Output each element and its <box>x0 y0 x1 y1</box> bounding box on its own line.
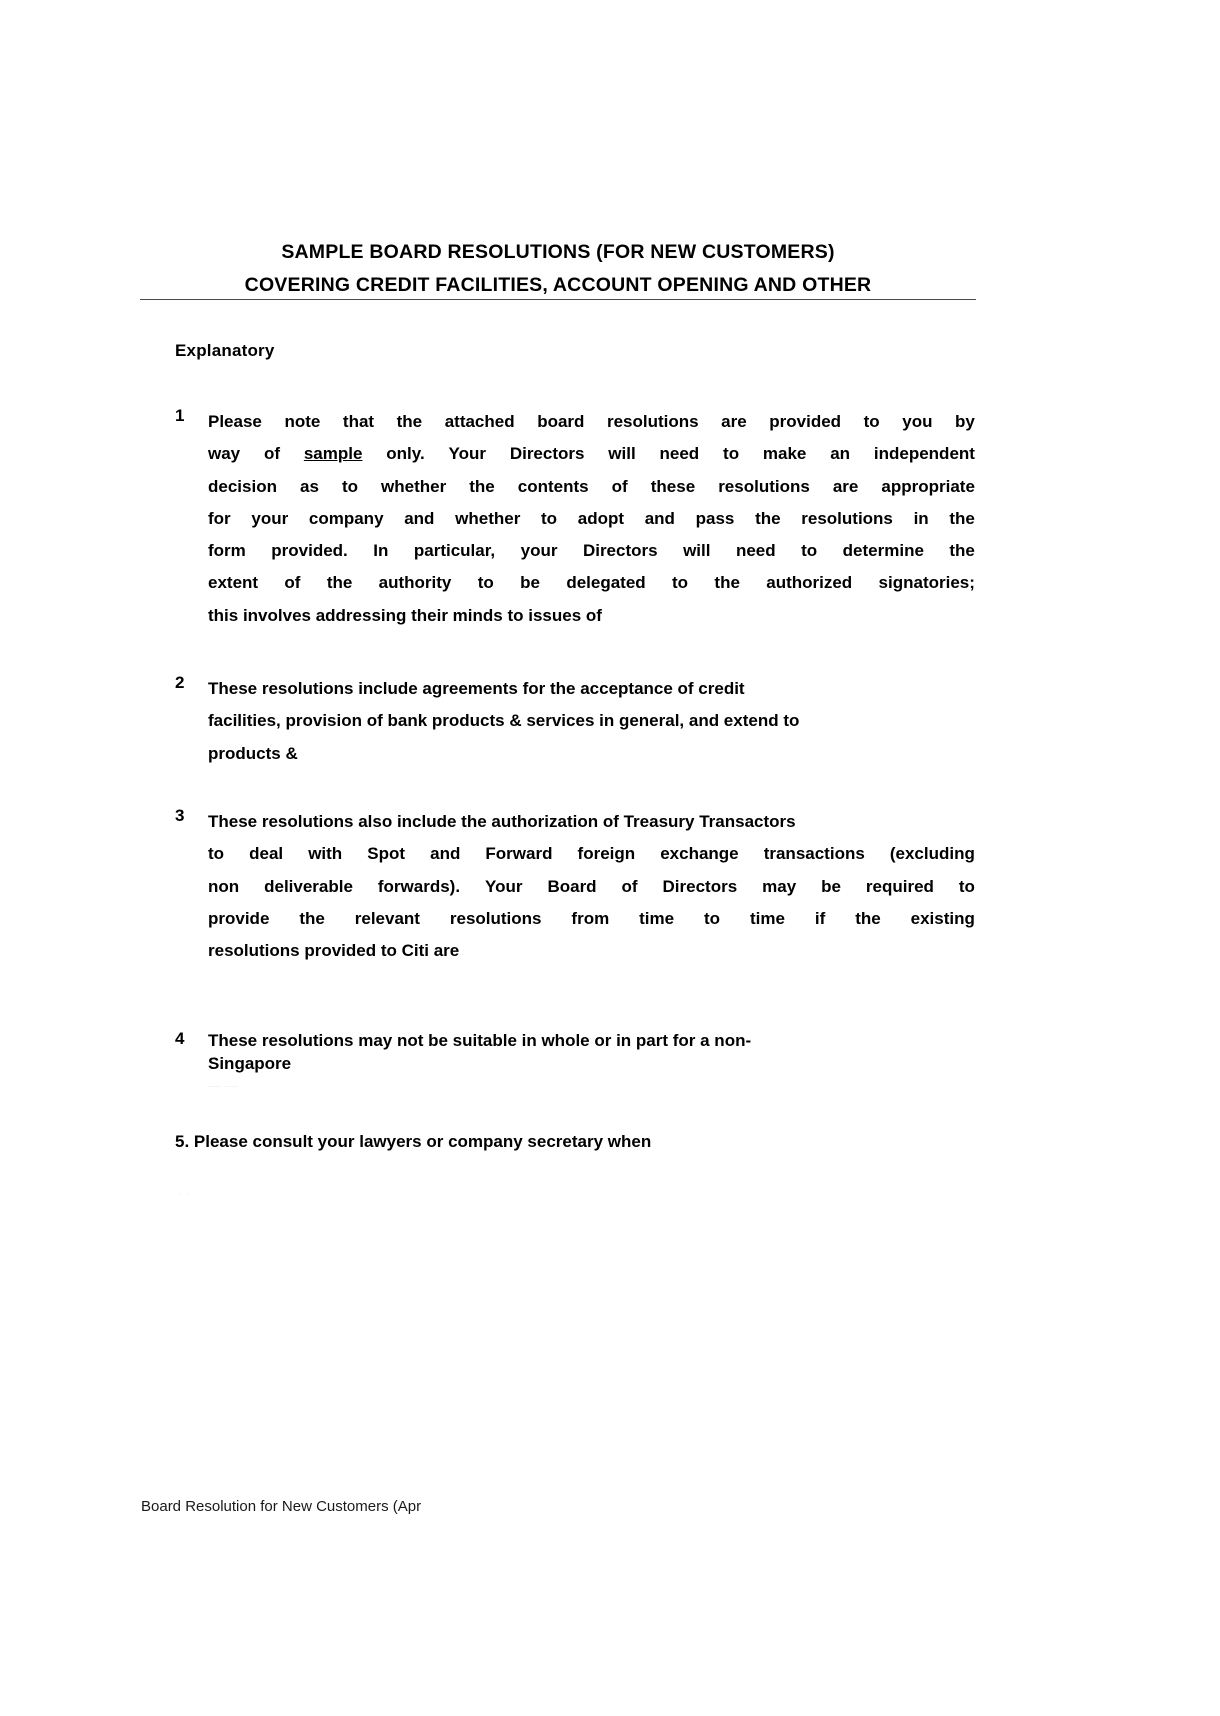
item-number: 2 <box>175 673 185 692</box>
item-line-last: this involves addressing their minds to issues of <box>208 605 602 625</box>
item-line: extent of the authority to be delegated to the authorized signatories; <box>208 573 975 593</box>
numbered-item-2 <box>175 673 975 770</box>
item-number: 1 <box>175 406 185 425</box>
item-line: These resolutions include agreements for the acceptance of credit <box>208 679 745 698</box>
title-divider-rule <box>140 299 976 300</box>
item-line: provide the relevant resolutions from time to time if the existing <box>208 908 975 928</box>
item-line: decision as to whether the contents of these resolutions are appropriate <box>208 476 975 496</box>
item-line: to deal with Spot and Forward foreign exchange transactions (excluding <box>208 844 975 864</box>
item-line: These resolutions may not be suitable in whole or in part for a non- <box>208 1031 752 1050</box>
item-line: for your company and whether to adopt and pass the resolutions in the <box>208 508 975 528</box>
numbered-item-3 <box>175 806 975 967</box>
item-line: way of sample only. Your Directors will need to make an independent <box>208 438 975 470</box>
item-number: 3 <box>175 806 185 825</box>
item-line-last: resolutions provided to Citi are <box>208 941 460 961</box>
document-title-block <box>140 236 976 302</box>
item-body <box>208 673 975 770</box>
numbered-item-5: 5. Please consult your lawyers or company secretary when <box>175 1132 652 1151</box>
scan-artifact-mark: · · <box>178 1186 191 1201</box>
title-line-1: SAMPLE BOARD RESOLUTIONS (FOR NEW CUSTOMERS) <box>281 241 835 263</box>
item-line: facilities, provision of bank products & services in general, and extend to <box>208 711 800 731</box>
item-line: Please note that the attached board resolutions are provided to you by <box>208 412 975 431</box>
page-footer: Board Resolution for New Customers (Apr <box>141 1498 422 1515</box>
section-heading-explanatory: Explanatory <box>175 341 275 360</box>
item-body <box>208 406 975 632</box>
item-number: 4 <box>175 1029 185 1048</box>
item-line-last: Singapore <box>208 1054 292 1073</box>
scan-artifact-mark: — — <box>208 1078 238 1093</box>
title-line-2: COVERING CREDIT FACILITIES, ACCOUNT OPENING AND OTHER <box>244 274 872 296</box>
item-body <box>208 1029 975 1075</box>
emphasis-sample: sample <box>303 444 363 464</box>
item-line: These resolutions also include the authorization of Treasury Transactors <box>208 812 796 831</box>
numbered-item-4 <box>175 1029 975 1075</box>
item-line-last: products & <box>208 743 298 763</box>
item-body <box>208 806 975 967</box>
item-line: form provided. In particular, your Directors will need to determine the <box>208 541 975 561</box>
item-line: non deliverable forwards). Your Board of Directors may be required to <box>208 876 975 896</box>
numbered-item-1 <box>175 406 975 632</box>
